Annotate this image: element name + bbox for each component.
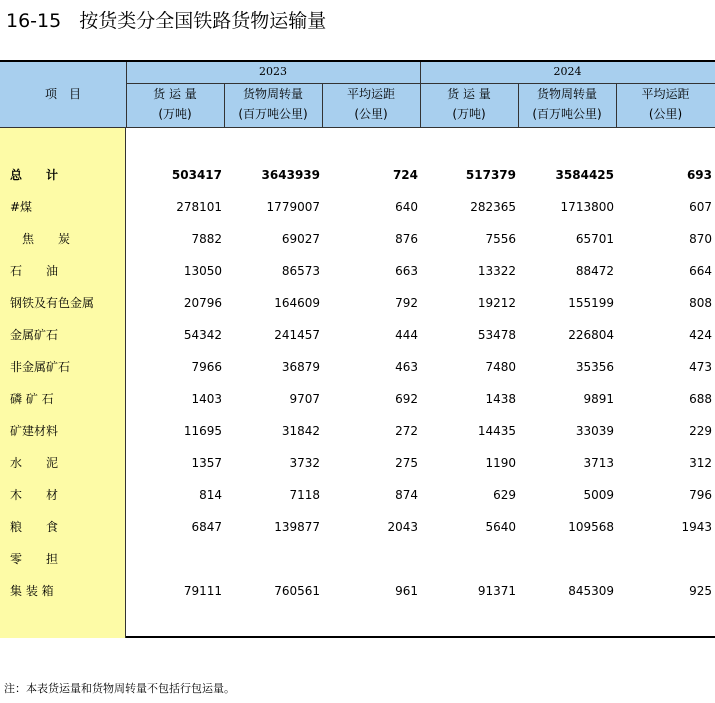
cell-value: 693 xyxy=(686,168,712,182)
cell-value: 155199 xyxy=(568,296,614,310)
header-col-4: 货 运 量 (万吨) xyxy=(447,87,491,121)
data-table xyxy=(0,60,715,638)
row-label: 木 材 xyxy=(10,488,59,502)
cell-value: 925 xyxy=(689,584,712,598)
cell-value: 7966 xyxy=(191,360,222,374)
header-col-3: 平均运距 (公里) xyxy=(346,87,395,121)
cell-value: 870 xyxy=(689,232,712,246)
cell-value: 9707 xyxy=(289,392,320,406)
cell-value: 808 xyxy=(689,296,712,310)
header-item: 项 目 xyxy=(44,87,81,101)
row-label: 非金属矿石 xyxy=(10,360,71,374)
cell-value: 663 xyxy=(395,264,418,278)
cell-value: 275 xyxy=(395,456,418,470)
header-year-2023: 2023 xyxy=(259,65,287,78)
cell-value: 14435 xyxy=(477,424,516,438)
cell-value: 692 xyxy=(395,392,418,406)
row-label: 矿建材料 xyxy=(10,424,59,438)
row-label: 金属矿石 xyxy=(10,328,59,342)
cell-value: 517379 xyxy=(465,168,516,182)
cell-value: 444 xyxy=(395,328,418,342)
cell-value: 226804 xyxy=(568,328,614,342)
cell-value: 7118 xyxy=(289,488,320,502)
row-label: 集 装 箱 xyxy=(10,584,54,598)
header-separator xyxy=(126,62,127,128)
cell-value: 1357 xyxy=(191,456,222,470)
cell-value: 961 xyxy=(395,584,418,598)
header-separator xyxy=(518,83,519,128)
header-col-1: 货 运 量 (万吨) xyxy=(153,87,197,121)
table-number: 16-15 xyxy=(6,10,62,32)
cell-value: 1779007 xyxy=(266,200,320,214)
cell-value: 5009 xyxy=(583,488,614,502)
cell-value: 3643939 xyxy=(261,168,320,182)
cell-value: 139877 xyxy=(274,520,320,534)
cell-value: 3584425 xyxy=(555,168,614,182)
cell-value: 7882 xyxy=(191,232,222,246)
row-label: 钢铁及有色金属 xyxy=(10,296,95,310)
cell-value: 463 xyxy=(395,360,418,374)
cell-value: 876 xyxy=(395,232,418,246)
row-label: 磷 矿 石 xyxy=(10,392,54,406)
cell-value: 272 xyxy=(395,424,418,438)
cell-value: 88472 xyxy=(575,264,614,278)
cell-value: 424 xyxy=(689,328,712,342)
cell-value: 664 xyxy=(689,264,712,278)
cell-value: 7556 xyxy=(485,232,516,246)
row-label: #煤 xyxy=(10,200,33,214)
header-separator xyxy=(420,62,421,128)
cell-value: 629 xyxy=(493,488,516,502)
table-row xyxy=(0,165,715,185)
cell-value: 109568 xyxy=(568,520,614,534)
table-title: 按货类分全国铁路货物运输量 xyxy=(79,10,327,32)
cell-value: 814 xyxy=(199,488,222,502)
cell-value: 874 xyxy=(395,488,418,502)
table-header xyxy=(0,62,715,128)
row-label: 焦 炭 xyxy=(10,232,71,246)
cell-value: 36879 xyxy=(281,360,320,374)
cell-value: 503417 xyxy=(171,168,222,182)
header-separator xyxy=(224,83,225,128)
cell-value: 20796 xyxy=(183,296,222,310)
cell-value: 229 xyxy=(689,424,712,438)
table-row xyxy=(0,357,715,377)
cell-value: 241457 xyxy=(274,328,320,342)
header-col-5: 货物周转量 (百万吨公里) xyxy=(532,87,602,121)
cell-value: 3713 xyxy=(583,456,614,470)
cell-value: 13050 xyxy=(183,264,222,278)
cell-value: 6847 xyxy=(191,520,222,534)
cell-value: 19212 xyxy=(477,296,516,310)
cell-value: 282365 xyxy=(470,200,516,214)
table-row xyxy=(0,421,715,441)
cell-value: 1190 xyxy=(485,456,516,470)
cell-value: 33039 xyxy=(575,424,614,438)
row-label: 零 担 xyxy=(10,552,59,566)
header-year-2024: 2024 xyxy=(553,65,582,78)
table-row xyxy=(0,453,715,473)
cell-value: 91371 xyxy=(477,584,516,598)
cell-value: 1713800 xyxy=(560,200,614,214)
cell-value: 13322 xyxy=(477,264,516,278)
table-row xyxy=(0,229,715,249)
cell-value: 2043 xyxy=(387,520,418,534)
table-row xyxy=(0,517,715,537)
cell-value: 845309 xyxy=(568,584,614,598)
table-row xyxy=(0,261,715,281)
cell-value: 3732 xyxy=(289,456,320,470)
header-col-2: 货物周转量 (百万吨公里) xyxy=(238,87,308,121)
table-row xyxy=(0,485,715,505)
header-separator xyxy=(616,83,617,128)
cell-value: 35356 xyxy=(575,360,614,374)
cell-value: 11695 xyxy=(183,424,222,438)
table-row xyxy=(0,389,715,409)
header-col-6: 平均运距 (公里) xyxy=(641,87,690,121)
table-row xyxy=(0,293,715,313)
cell-value: 473 xyxy=(689,360,712,374)
table-row xyxy=(0,581,715,601)
cell-value: 69027 xyxy=(281,232,320,246)
cell-value: 65701 xyxy=(575,232,614,246)
cell-value: 724 xyxy=(392,168,418,182)
cell-value: 53478 xyxy=(477,328,516,342)
cell-value: 7480 xyxy=(485,360,516,374)
cell-value: 796 xyxy=(689,488,712,502)
cell-value: 79111 xyxy=(183,584,222,598)
table-row xyxy=(0,325,715,345)
row-label: 水 泥 xyxy=(10,456,59,470)
row-label: 粮 食 xyxy=(10,520,59,534)
cell-value: 54342 xyxy=(183,328,222,342)
footnote: 注：本表货运量和货物周转量不包括行包运量。 xyxy=(4,682,235,695)
cell-value: 164609 xyxy=(274,296,320,310)
table-row xyxy=(0,549,715,569)
row-label: 总 计 xyxy=(10,168,59,182)
cell-value: 5640 xyxy=(485,520,516,534)
cell-value: 792 xyxy=(395,296,418,310)
cell-value: 1403 xyxy=(191,392,222,406)
cell-value: 1943 xyxy=(681,520,712,534)
row-label: 石 油 xyxy=(10,264,59,278)
cell-value: 1438 xyxy=(485,392,516,406)
table-row xyxy=(0,197,715,217)
cell-value: 688 xyxy=(689,392,712,406)
cell-value: 312 xyxy=(689,456,712,470)
cell-value: 31842 xyxy=(281,424,320,438)
cell-value: 278101 xyxy=(176,200,222,214)
cell-value: 9891 xyxy=(583,392,614,406)
cell-value: 86573 xyxy=(281,264,320,278)
cell-value: 760561 xyxy=(274,584,320,598)
cell-value: 640 xyxy=(395,200,418,214)
header-separator xyxy=(322,83,323,128)
page-title xyxy=(6,6,326,33)
cell-value: 607 xyxy=(689,200,712,214)
